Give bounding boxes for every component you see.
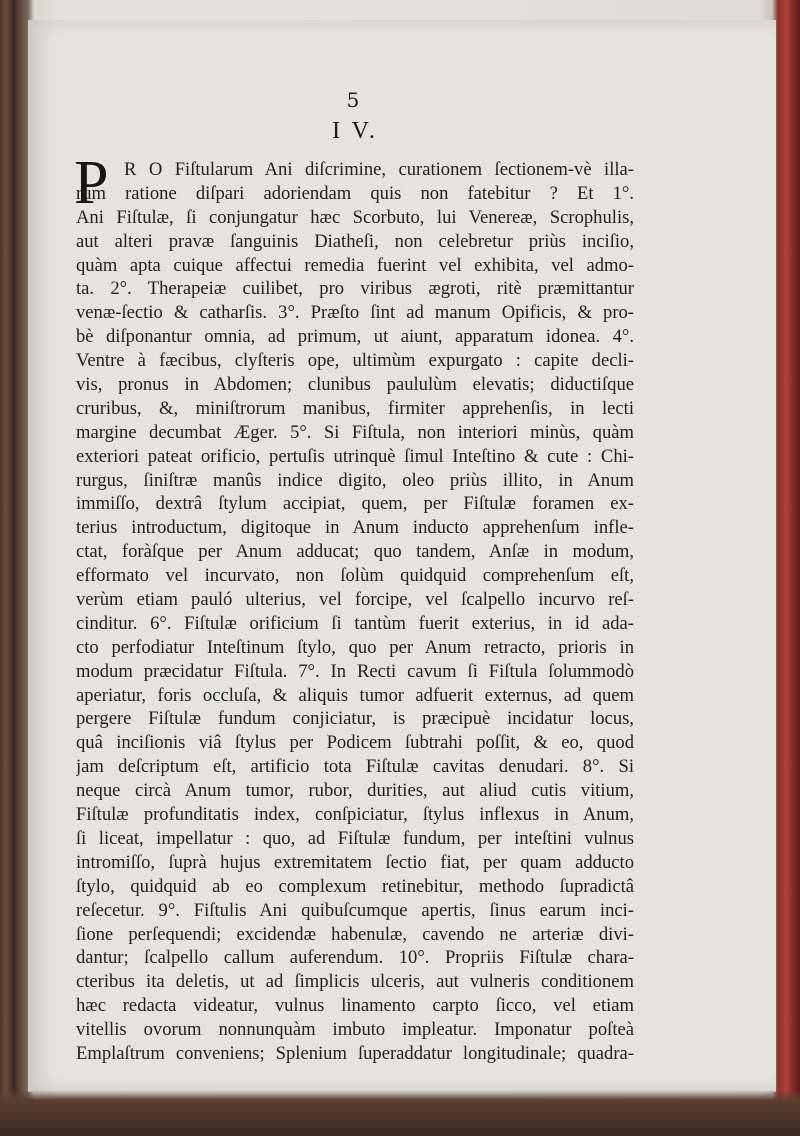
text-line: R O Fiſtularum Ani diſcrimine, curationem ſectionem-vè illa- (124, 159, 634, 180)
text-line: cinditur. 6°. Fiſtulæ orificium ſi tantùm fuerit exterius, in id ada- (76, 612, 634, 634)
text-line: quàm apta cuique affectui remedia fuerint vel exhibita, vel admo- (76, 254, 634, 276)
text-line: neque circà Anum tumor, rubor, durities, aut aliud cutis vitium, (76, 780, 634, 802)
text-line: Ani Fiſtulæ, ſi conjungatur hæc Scorbuto, lui Venereæ, Scrophulis, (76, 206, 634, 228)
text-line: venæ-ſectio & catharſis. 3°. Præſto ſint ad manum Opificis, & pro- (76, 302, 634, 324)
text-line: aperiatur, foris occluſa, & aliquis tumor adfuerit externus, ad quem (76, 684, 634, 706)
text-line: vitellis ovorum nonnunquàm imbuto impleatur. Imponatur poſteà (76, 1019, 634, 1041)
text-line: margine decumbat Æger. 5°. Si Fiſtula, non interiori minùs, quàm (76, 421, 634, 443)
text-line: dantur; ſcalpello callum auferendum. 10°. Propriis Fiſtulæ chara- (76, 947, 634, 969)
text-line: Emplaſtrum conveniens; Splenium ſuperaddatur longitudinale; quadra- (76, 1042, 634, 1064)
text-line: verùm etiam pauló ulterius, vel forcipe, vel ſcalpello incurvo reſ- (76, 589, 634, 611)
text-line: immiſſo, dextrâ ſtylum accipiat, quem, per Fiſtulæ foramen ex- (76, 493, 634, 515)
text-line: cteribus ita deletis, ut ad ſimplicis ulceris, aut vulneris conditionem (76, 971, 634, 993)
text-line: exteriori pateat orificio, pertuſis utrinquè ſimul Inteſtino & cute : Chi- (76, 445, 634, 467)
text-line: aut alteri pravæ ſanguinis Diatheſi, non celebretur priùs inciſio, (76, 230, 634, 252)
text-line: ctat, foràſque per Anum adducat; quo tandem, Anſæ in modum, (76, 541, 634, 563)
text-line: rum ratione diſpari adoriendam quis non fatebitur ? Et 1°. (76, 182, 634, 204)
section-heading: I V. (332, 118, 378, 144)
text-line: bè diſponantur omnia, ad primum, ut aiunt, apparatum idonea. 4°. (76, 326, 634, 348)
text-line: intromiſſo, ſuprà hujus extremitatem ſectio fiat, per quam adducto (76, 851, 634, 873)
text-line: jam deſcriptum eſt, artificio tota Fiſtulæ cavitas denudari. 8°. Si (76, 756, 634, 778)
page-number: 5 (346, 88, 360, 112)
text-line: ſione perſequendi; excidendæ habenulæ, cavendo ne arteriæ divi- (76, 923, 634, 945)
text-line: efformato vel incurvato, non ſolùm quidquid comprehenſum eſt, (76, 565, 634, 587)
text-line: Fiſtulæ profunditatis index, conſpiciatur, ſtylus inflexus in Anum, (76, 804, 634, 826)
text-line: cto perfodiatur Inteſtinum ſtylo, quo per Anum retracto, prioris in (76, 636, 634, 658)
text-line: ſtylo, quidquid ab eo complexum retinebitur, methodo ſupradictâ (76, 875, 634, 897)
text-line: modum præcidatur Fiſtula. 7°. In Recti cavum ſi Fiſtula ſolummodò (76, 660, 634, 682)
text-line: reſecetur. 9°. Fiſtulis Ani quibuſcumque apertis, ſinus earum inci- (76, 899, 634, 921)
page-bottom-edge (0, 1090, 800, 1136)
text-line: vis, pronus in Abdomen; clunibus paululùm elevatis; diductiſque (76, 374, 634, 396)
text-line: rurgus, ſiniſtræ manûs indice digito, oleo priùs illito, in Anum (76, 469, 634, 491)
text-line: ſi liceat, impellatur : quo, ad Fiſtulæ fundum, per inteſtini vulnus (76, 827, 634, 849)
body-text (76, 158, 634, 1066)
text-line: terius introductum, digitoque in Anum inducto apprehenſum infle- (76, 517, 634, 539)
text-line: Ventre à fæcibus, clyſteris ope, ultimùm expurgato : capite decli- (76, 350, 634, 372)
text-line: hæc redacta videatur, vulnus linamento carpto ſicco, vel etiam (76, 995, 634, 1017)
drop-cap: P (74, 149, 109, 217)
text-line: ta. 2°. Therapeiæ cuilibet, pro viribus ægroti, ritè præmittantur (76, 278, 634, 300)
text-line: pergere Fiſtulæ fundum conjiciatur, is præcipuè incidatur locus, (76, 708, 634, 730)
text-line: quâ inciſionis viâ ſtylus per Podicem ſubtrahi poſſit, & eo, quod (76, 732, 634, 754)
text-line: cruribus, &, miniſtrorum manibus, firmiter apprehenſis, in lecti (76, 397, 634, 419)
